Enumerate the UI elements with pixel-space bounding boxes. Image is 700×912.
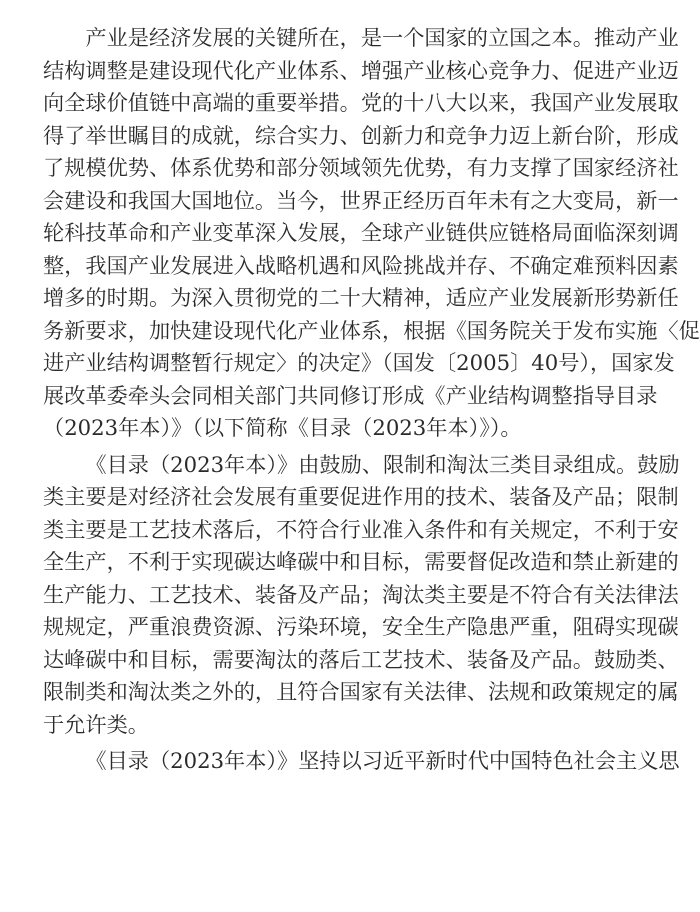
paragraph-line: （2023年本）》（以下简称《目录（2023年本）》）。 <box>43 415 522 440</box>
paragraph-line: 务新要求，加快建设现代化产业体系，根据《国务院关于发布实施〈促 <box>43 317 700 343</box>
paragraph-3 <box>43 745 680 778</box>
paragraph-line: 整，我国产业发展进入战略机遇和风险挑战并存、不确定难预料因素 <box>43 252 679 278</box>
paragraph-1 <box>43 22 700 445</box>
paragraph-line: 于允许类。 <box>43 711 149 737</box>
paragraph-line: 生产能力、工艺技术、装备及产品；淘汰类主要是不符合有关法律法 <box>43 581 679 607</box>
paragraph-line: 向全球价值链中高端的重要举措。党的十八大以来，我国产业发展取 <box>43 90 679 115</box>
paragraph-line: 结构调整是建设现代化产业体系、增强产业核心竞争力、促进产业迈 <box>43 57 679 83</box>
paragraph-line: 限制类和淘汰类之外的，且符合国家有关法律、法规和政策规定的属 <box>43 679 679 704</box>
paragraph-line: 规规定，严重浪费资源、污染环境，安全生产隐患严重，阻碍实现碳 <box>43 614 679 639</box>
paragraph-line: 得了举世瞩目的成就，综合实力、创新力和竞争力迈上新台阶，形成 <box>43 122 679 148</box>
paragraph-line: 《目录（2023年本）》坚持以习近平新时代中国特色社会主义思 <box>85 748 680 773</box>
paragraph-line: 会建设和我国大国地位。当今，世界正经历百年未有之大变局，新一 <box>43 187 679 213</box>
paragraph-line: 展改革委牵头会同相关部门共同修订形成《产业结构调整指导目录 <box>43 382 658 408</box>
paragraph-line: 了规模优势、体系优势和部分领域领先优势，有力支撑了国家经济社 <box>43 155 679 180</box>
document-body <box>43 22 700 778</box>
paragraph-line: 进产业结构调整暂行规定〉的决定》（国发〔2005〕40号），国家发 <box>43 350 675 375</box>
paragraph-line: 达峰碳中和目标，需要淘汰的落后工艺技术、装备及产品。鼓励类、 <box>43 646 679 672</box>
paragraph-line: 轮科技革命和产业变革深入发展，全球产业链供应链格局面临深刻调 <box>43 220 679 245</box>
paragraph-line: 全生产，不利于实现碳达峰碳中和目标，需要督促改造和禁止新建的 <box>43 549 679 574</box>
paragraph-line: 类主要是对经济社会发展有重要促进作用的技术、装备及产品；限制 <box>43 484 679 509</box>
paragraph-line: 《目录（2023年本）》由鼓励、限制和淘汰三类目录组成。鼓励 <box>85 451 680 477</box>
paragraph-line: 增多的时期。为深入贯彻党的二十大精神，适应产业发展新形势新任 <box>43 285 679 310</box>
paragraph-line: 产业是经济发展的关键所在，是一个国家的立国之本。推动产业 <box>85 25 679 50</box>
paragraph-2 <box>43 449 680 742</box>
paragraph-line: 类主要是工艺技术落后，不符合行业准入条件和有关规定，不利于安 <box>43 516 679 542</box>
